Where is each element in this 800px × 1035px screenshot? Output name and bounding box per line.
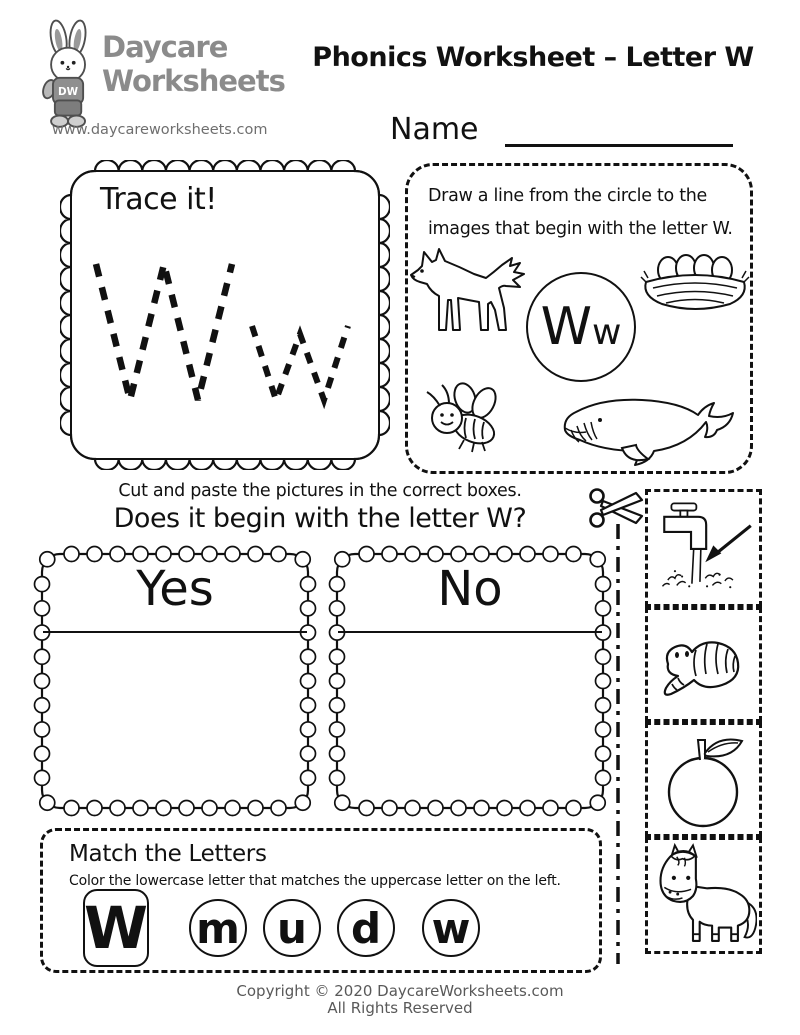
no-label: No: [437, 561, 503, 617]
trace-title: Trace it!: [100, 182, 217, 217]
match-box: [40, 828, 602, 973]
circle-letter-lowercase: w: [591, 311, 622, 353]
page-title: Phonics Worksheet – Letter W: [312, 42, 754, 73]
cut-line: [610, 524, 626, 964]
logo-badge: DW: [58, 85, 79, 98]
cutout-box-water: [645, 489, 762, 607]
cutout-box-worm: [645, 607, 762, 722]
cutout-box-orange: [645, 722, 762, 837]
horse-image: [650, 842, 757, 950]
trace-box: [60, 160, 390, 470]
no-box: [328, 545, 612, 817]
footer-copyright: Copyright © 2020 DaycareWorksheets.com: [236, 982, 564, 1000]
trace-uppercase-w: [96, 264, 232, 400]
lowercase-option-u: u: [263, 899, 321, 957]
name-label: Name: [390, 112, 479, 147]
arrow-icon: [705, 526, 750, 563]
ww-circle: [526, 272, 636, 382]
bee-image: [422, 376, 514, 456]
cutout-box-horse: [645, 837, 762, 954]
bunny-icon: [36, 14, 102, 136]
name-row: [390, 112, 733, 147]
uppercase-letter-tile: W: [83, 889, 149, 967]
worm-image: [654, 626, 754, 704]
lowercase-option-m: m: [189, 899, 247, 957]
match-instruction: Color the lowercase letter that matches the uppercase letter on the left.: [69, 873, 561, 889]
header-logo: [36, 14, 285, 146]
brand-name: Daycare Worksheets: [102, 30, 285, 98]
footer: [0, 983, 800, 1017]
trace-lowercase-w: [252, 326, 348, 400]
name-line: [505, 114, 733, 147]
cut-paste-instruction: Cut and paste the pictures in the correct boxes.: [118, 481, 522, 501]
yes-label: Yes: [136, 561, 214, 617]
circle-letter-uppercase: W: [540, 297, 592, 357]
footer-rights: All Rights Reserved: [327, 999, 473, 1017]
draw-instruction: Draw a line from the circle to the images that begin with the letter W.: [428, 186, 733, 239]
no-divider: [338, 631, 602, 633]
orange-image: [658, 729, 750, 831]
match-row: [83, 889, 496, 967]
trace-letters: [88, 258, 364, 410]
match-title: Match the Letters: [69, 841, 267, 867]
nest-image: [640, 252, 750, 318]
whale-image: [558, 388, 746, 470]
lowercase-option-w: w: [422, 899, 480, 957]
sort-question: Does it begin with the letter W?: [113, 503, 527, 534]
draw-line-box: [405, 163, 753, 474]
water-image: [650, 495, 757, 601]
wolf-image: [408, 244, 540, 338]
yes-divider: [43, 631, 307, 633]
yes-box: [33, 545, 317, 817]
lowercase-option-d: d: [337, 899, 395, 957]
brand-url: www.daycareworksheets.com: [52, 122, 268, 138]
